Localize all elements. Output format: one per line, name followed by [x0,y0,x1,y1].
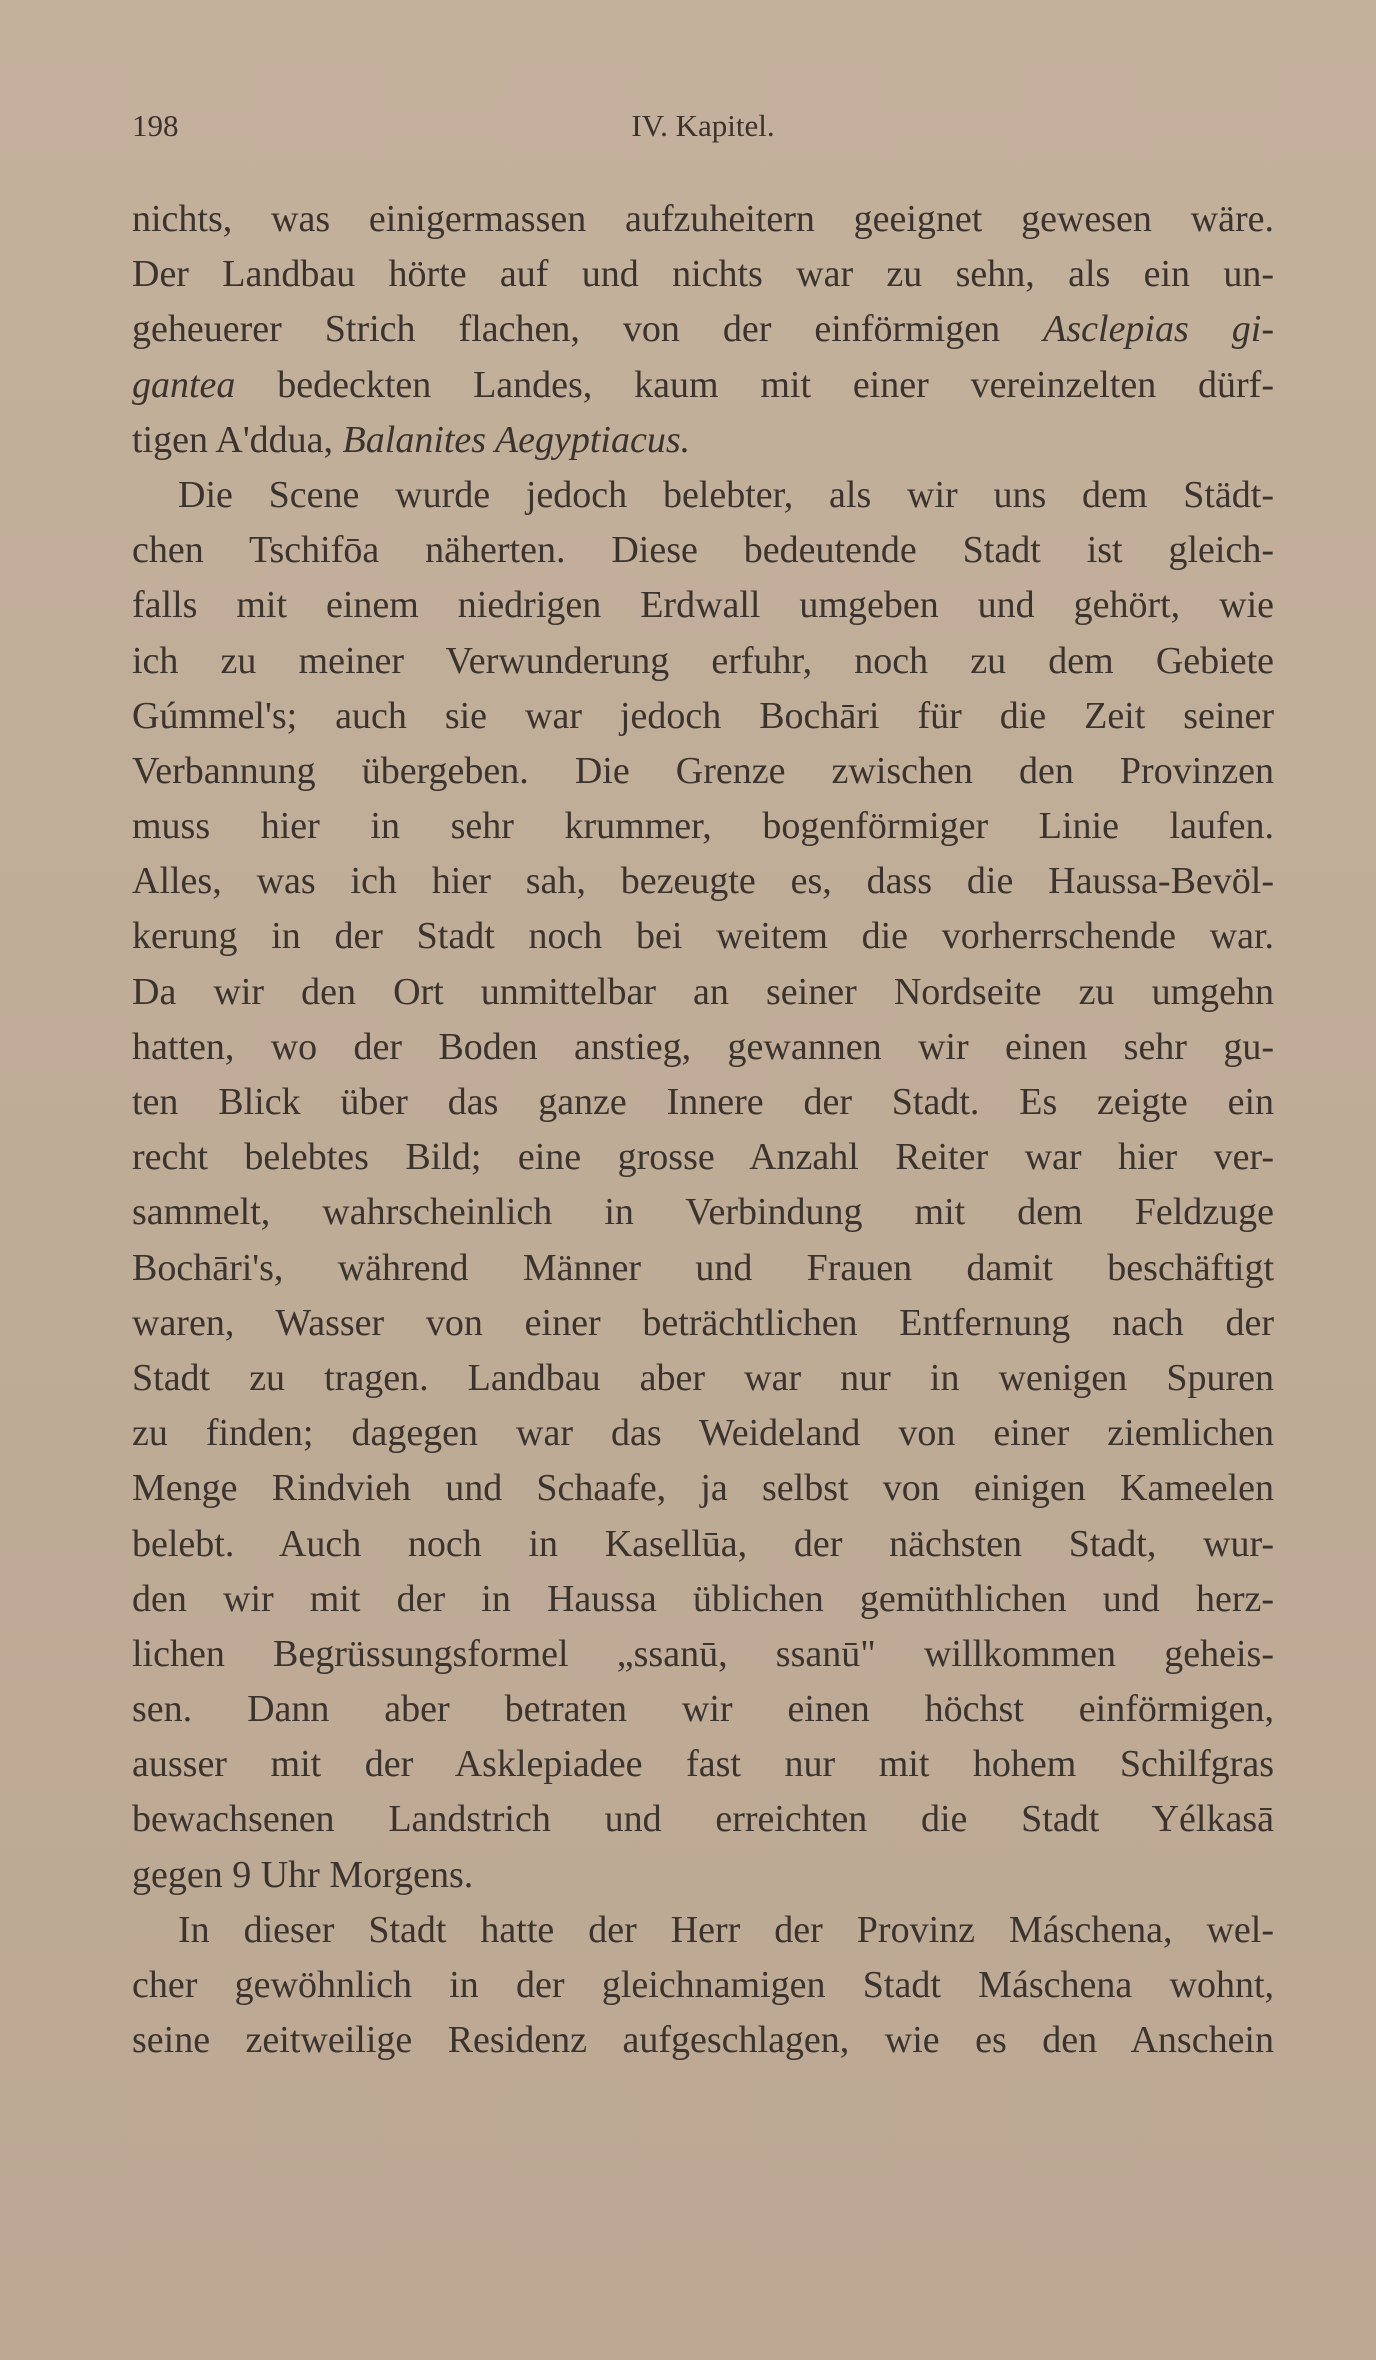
text-run: Der Landbau hörte auf und nichts war zu sehn, als ein un- [132,253,1274,296]
text-run: sen. Dann aber betraten wir einen höchst einförmigen, [132,1688,1274,1731]
text-run: ausser mit der Asklepiadee fast nur mit hohem Schilfgras [132,1743,1274,1786]
text-line [132,1020,1274,1075]
text-run: In dieser Stadt hatte der Herr der Provinz Máschena, wel- [178,1908,1274,1951]
text-run: hatten, wo der Boden anstieg, gewannen wir einen sehr gu- [132,1025,1274,1068]
text-line [132,1351,1274,1406]
text-run: kerung in der Stadt noch bei weitem die vorherrschende war. [132,915,1274,958]
text-run: Alles, was ich hier sah, bezeugte es, dass die Haussa-Bevöl- [132,860,1274,903]
text-line [132,1737,1274,1792]
text-line [132,965,1274,1020]
text-line [132,247,1274,302]
text-line [132,1241,1274,1296]
text-line [132,1461,1274,1516]
italic-text: Asclepias gi- [1043,308,1274,351]
body-text [132,192,1274,2068]
text-run: falls mit einem niedrigen Erdwall umgeben und gehört, wie [132,584,1274,627]
text-line [132,689,1274,744]
text-line [132,744,1274,799]
text-run: Gúmmel's; auch sie war jedoch Bochāri für die Zeit seiner [132,694,1274,737]
text-line [132,302,1274,357]
text-run: bedeckten Landes, kaum mit einer vereinzelten dürf- [235,363,1274,406]
text-line [132,413,1274,468]
text-line [132,1406,1274,1461]
running-head [132,108,1274,148]
text-line [132,523,1274,578]
text-run: Die Scene wurde jedoch belebter, als wir uns dem Städt- [178,473,1274,516]
italic-text: gantea [132,363,236,406]
text-run: tigen A'ddua, [132,418,343,461]
text-line [132,1517,1274,1572]
text-line [132,909,1274,964]
page-number: 198 [132,108,179,143]
text-run: sammelt, wahrscheinlich in Verbindung mit dem Feldzuge [132,1191,1274,1234]
text-line [132,468,1274,523]
text-run: Da wir den Ort unmittelbar an seiner Nordseite zu umgehn [132,970,1274,1013]
text-run: waren, Wasser von einer beträchtlichen Entfernung nach der [132,1301,1274,1344]
text-run: belebt. Auch noch in Kasellūa, der nächsten Stadt, wur- [132,1522,1274,1565]
text-line [132,1185,1274,1240]
text-run: zu finden; dagegen war das Weideland von einer ziemlichen [132,1412,1274,1455]
text-line [132,1075,1274,1130]
text-line [132,358,1274,413]
text-line [132,1958,1274,2013]
text-line [132,192,1274,247]
text-run: gegen 9 Uhr Morgens. [132,1853,474,1896]
text-run: geheuerer Strich flachen, von der einförmigen [132,308,1044,351]
text-line [132,799,1274,854]
text-run: den wir mit der in Haussa üblichen gemüthlichen und herz- [132,1577,1274,1620]
text-run: Stadt zu tragen. Landbau aber war nur in wenigen Spuren [132,1356,1274,1399]
text-line [132,1682,1274,1737]
text-run: ich zu meiner Verwunderung erfuhr, noch zu dem Gebiete [132,639,1274,682]
text-line [132,634,1274,689]
text-run: seine zeitweilige Residenz aufgeschlagen, wie es den Anschein [132,2019,1274,2062]
text-run: lichen Begrüssungsformel „ssanū, ssanū" willkommen geheis- [132,1632,1274,1675]
text-line [132,1903,1274,1958]
italic-text: Balanites Aegyptiacus. [342,418,691,461]
text-run: muss hier in sehr krummer, bogenförmiger Linie laufen. [132,805,1274,848]
text-run: bewachsenen Landstrich und erreichten die Stadt Yélkasā [132,1798,1274,1841]
text-run: Menge Rindvieh und Schaafe, ja selbst von einigen Kameelen [132,1467,1274,1510]
text-line [132,1792,1274,1847]
text-run: recht belebtes Bild; eine grosse Anzahl Reiter war hier ver- [132,1136,1274,1179]
text-line [132,2013,1274,2068]
text-run: nichts, was einigermassen aufzuheitern geeignet gewesen wäre. [132,198,1274,240]
text-line [132,1848,1274,1903]
text-run: Bochāri's, während Männer und Frauen damit beschäftigt [132,1246,1274,1289]
text-line [132,1572,1274,1627]
text-line [132,854,1274,909]
text-line [132,578,1274,633]
text-run: chen Tschifōa näherten. Diese bedeutende Stadt ist gleich- [132,529,1274,572]
chapter-title: IV. Kapitel. [631,108,775,143]
text-line [132,1130,1274,1185]
text-run: cher gewöhnlich in der gleichnamigen Stadt Máschena wohnt, [132,1964,1274,2006]
text-line [132,1296,1274,1351]
text-run: Verbannung übergeben. Die Grenze zwischen den Provinzen [132,749,1274,792]
text-line [132,1627,1274,1682]
text-run: ten Blick über das ganze Innere der Stadt. Es zeigte ein [132,1081,1274,1123]
